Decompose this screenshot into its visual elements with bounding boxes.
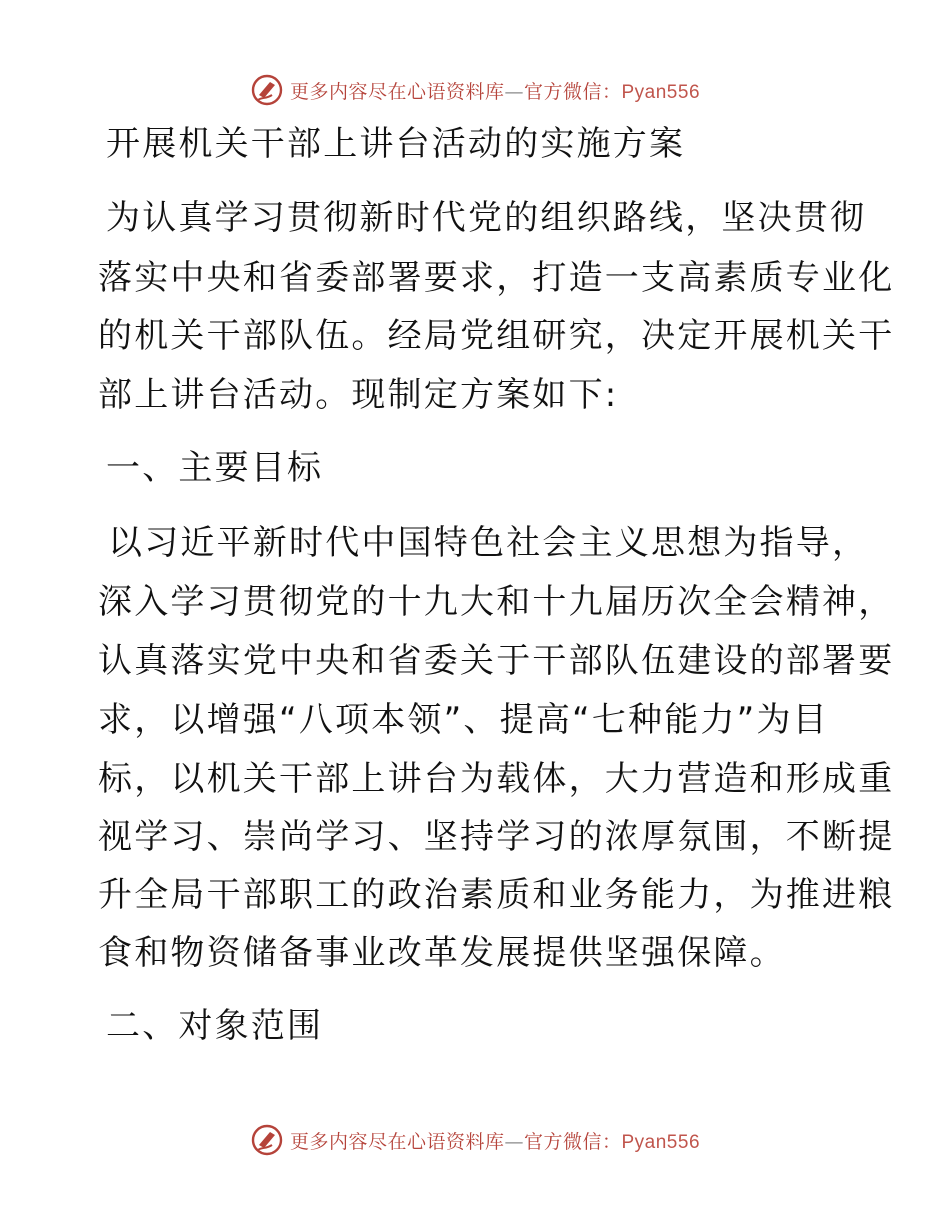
paragraph-line: 的机关干部队伍。经局党组研究，决定开展机关干 — [98, 316, 895, 356]
paragraph-line: 深入学习贯彻党的十九大和十九届历次全会精神， — [98, 582, 895, 622]
paragraph-line: 部上讲台活动。现制定方案如下: — [98, 375, 619, 415]
section-heading: 二、对象范围 — [106, 1006, 324, 1046]
paragraph-line: 以习近平新时代中国特色社会主义思想为指导， — [108, 523, 869, 563]
paragraph-line: 标，以机关干部上讲台为载体，大力营造和形成重 — [98, 759, 895, 799]
paragraph-line: 视学习、崇尚学习、坚持学习的浓厚氛围，不断提 — [98, 817, 895, 857]
paragraph-line: 认真落实党中央和省委关于干部队伍建设的部署要 — [98, 641, 895, 681]
paragraph-line: 为认真学习贯彻新时代党的组织路线，坚决贯彻 — [106, 198, 867, 238]
logo-icon — [250, 73, 284, 107]
watermark-text: 更多内容尽在心语资料库—官方微信：Pyan556 — [289, 1130, 701, 1153]
logo-icon — [250, 1123, 284, 1157]
paragraph-line: 升全局干部职工的政治素质和业务能力，为推进粮 — [98, 875, 895, 915]
document-title: 开展机关干部上讲台活动的实施方案 — [106, 124, 686, 164]
watermark-banner-bottom — [0, 1120, 950, 1160]
paragraph-line: 求，以增强“八项本领”、提高“七种能力”为目 — [98, 700, 829, 740]
watermark-banner-top — [0, 70, 950, 110]
paragraph-line: 食和物资储备事业改革发展提供坚强保障。 — [98, 933, 786, 973]
watermark-text: 更多内容尽在心语资料库—官方微信：Pyan556 — [289, 80, 701, 103]
paragraph-line: 落实中央和省委部署要求，打造一支高素质专业化 — [98, 258, 895, 298]
section-heading: 一、主要目标 — [106, 448, 324, 488]
